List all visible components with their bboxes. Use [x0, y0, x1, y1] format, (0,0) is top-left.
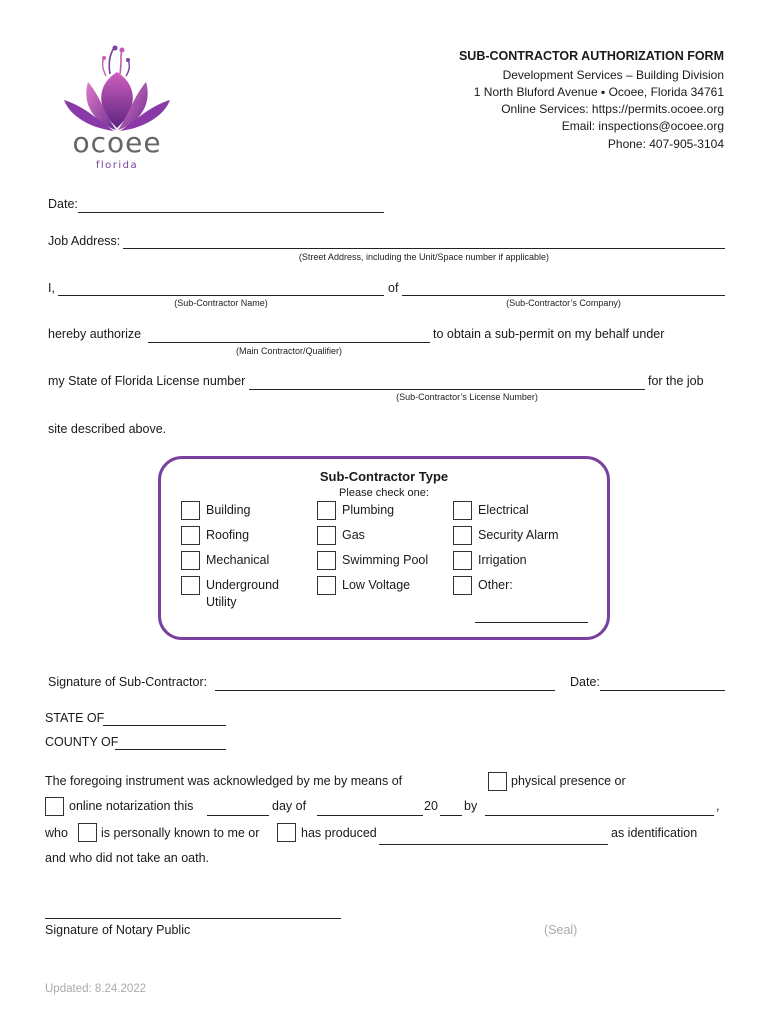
underground-label: Underground	[206, 578, 279, 592]
sub-contractor-company-field[interactable]	[402, 295, 725, 296]
plumbing-checkbox[interactable]	[317, 501, 336, 520]
i-label: I,	[48, 281, 55, 295]
other-field[interactable]	[475, 622, 588, 623]
date-label: Date:	[48, 197, 78, 211]
site-described-label: site described above.	[48, 422, 167, 436]
plumbing-label: Plumbing	[342, 503, 395, 517]
day-of-label: day of	[272, 799, 307, 813]
electrical-label: Electrical	[478, 503, 529, 517]
physical-presence-label: physical presence or	[511, 774, 626, 788]
gas-label: Gas	[342, 528, 365, 542]
year-prefix: 20	[424, 799, 438, 813]
county-of-label: COUNTY OF	[45, 735, 119, 749]
state-field[interactable]	[103, 725, 226, 726]
type-title: Sub-Contractor Type	[319, 469, 449, 484]
has-produced-checkbox[interactable]	[277, 823, 296, 842]
county-field[interactable]	[115, 749, 226, 750]
license-label: my State of Florida License number	[48, 374, 246, 388]
personally-known-label: is personally known to me or	[101, 826, 260, 840]
job-address-field[interactable]	[123, 248, 725, 249]
header-line-address: 1 North Bluford Avenue ▪ Ocoee, Florida 34761	[473, 85, 724, 99]
mechanical-label: Mechanical	[206, 553, 270, 567]
low-voltage-checkbox[interactable]	[317, 576, 336, 595]
physical-presence-checkbox[interactable]	[488, 772, 507, 791]
roofing-checkbox[interactable]	[181, 526, 200, 545]
security-alarm-label: Security Alarm	[478, 528, 559, 542]
license-number-field[interactable]	[249, 389, 645, 390]
signature-field[interactable]	[215, 690, 555, 691]
who-label: who	[45, 826, 68, 840]
day-field[interactable]	[207, 815, 269, 816]
other-checkbox[interactable]	[453, 576, 472, 595]
job-address-caption: (Street Address, including the Unit/Space number if applicable)	[298, 252, 550, 262]
building-checkbox[interactable]	[181, 501, 200, 520]
header-line-phone: Phone: 407-905-3104	[607, 137, 724, 151]
header-line-email: Email: inspections@ocoee.org	[561, 119, 724, 133]
type-subtitle: Please check one:	[339, 487, 429, 499]
license-caption: (Sub-Contractor’s License Number)	[396, 392, 538, 402]
year-field[interactable]	[440, 815, 462, 816]
security-alarm-checkbox[interactable]	[453, 526, 472, 545]
irrigation-checkbox[interactable]	[453, 551, 472, 570]
signature-date-label: Date:	[570, 675, 600, 689]
by-label: by	[464, 799, 478, 813]
online-notarization-label: online notarization this	[69, 799, 194, 813]
for-the-job-label: for the job	[648, 374, 704, 388]
header-line-division: Development Services – Building Division	[502, 68, 724, 82]
underground-utility-checkbox[interactable]	[181, 576, 200, 595]
utility-label: Utility	[206, 595, 237, 609]
gas-checkbox[interactable]	[317, 526, 336, 545]
main-contractor-field[interactable]	[148, 342, 430, 343]
sub-contractor-name-field[interactable]	[58, 295, 384, 296]
lotus-icon	[58, 44, 176, 134]
date-field[interactable]	[78, 212, 384, 213]
notary-signature-label: Signature of Notary Public	[45, 923, 191, 937]
personally-known-checkbox[interactable]	[78, 823, 97, 842]
roofing-label: Roofing	[206, 528, 250, 542]
has-produced-label: has produced	[301, 826, 377, 840]
irrigation-label: Irrigation	[478, 553, 527, 567]
updated-date: Updated: 8.24.2022	[45, 983, 147, 995]
signature-label: Signature of Sub-Contractor:	[48, 675, 208, 689]
signature-date-field[interactable]	[600, 690, 725, 691]
obtain-permit-label: to obtain a sub-permit on my behalf under	[433, 327, 665, 341]
logo-subtitle: florida	[95, 160, 139, 171]
header-line-online: Online Services: https://permits.ocoee.org	[501, 102, 724, 116]
swimming-pool-label: Swimming Pool	[342, 553, 429, 567]
swimming-pool-checkbox[interactable]	[317, 551, 336, 570]
seal-label: (Seal)	[544, 923, 578, 937]
state-of-label: STATE OF	[45, 711, 105, 725]
main-contractor-caption: (Main Contractor/Qualifier)	[235, 346, 343, 356]
hereby-authorize-label: hereby authorize	[48, 327, 142, 341]
identification-field[interactable]	[379, 844, 608, 845]
job-address-label: Job Address:	[48, 234, 121, 248]
month-field[interactable]	[317, 815, 423, 816]
low-voltage-label: Low Voltage	[342, 578, 411, 592]
ocoee-logo	[58, 44, 176, 174]
other-label: Other:	[478, 578, 513, 592]
logo-wordmark: ocoee	[72, 126, 162, 159]
by-comma: ,	[716, 799, 720, 813]
notary-signature-field[interactable]	[45, 918, 341, 919]
sub-name-caption: (Sub-Contractor Name)	[174, 298, 268, 308]
identification-label: as identification	[611, 826, 698, 840]
building-label: Building	[206, 503, 251, 517]
oath-text: and who did not take an oath.	[45, 851, 210, 865]
foregoing-text: The foregoing instrument was acknowledged by me by means of	[45, 774, 403, 788]
of-label: of	[388, 281, 399, 295]
by-name-field[interactable]	[485, 815, 714, 816]
mechanical-checkbox[interactable]	[181, 551, 200, 570]
form-title: SUB-CONTRACTOR AUTHORIZATION FORM	[458, 49, 724, 63]
sub-company-caption: (Sub-Contractor’s Company)	[506, 298, 621, 308]
electrical-checkbox[interactable]	[453, 501, 472, 520]
online-notarization-checkbox[interactable]	[45, 797, 64, 816]
